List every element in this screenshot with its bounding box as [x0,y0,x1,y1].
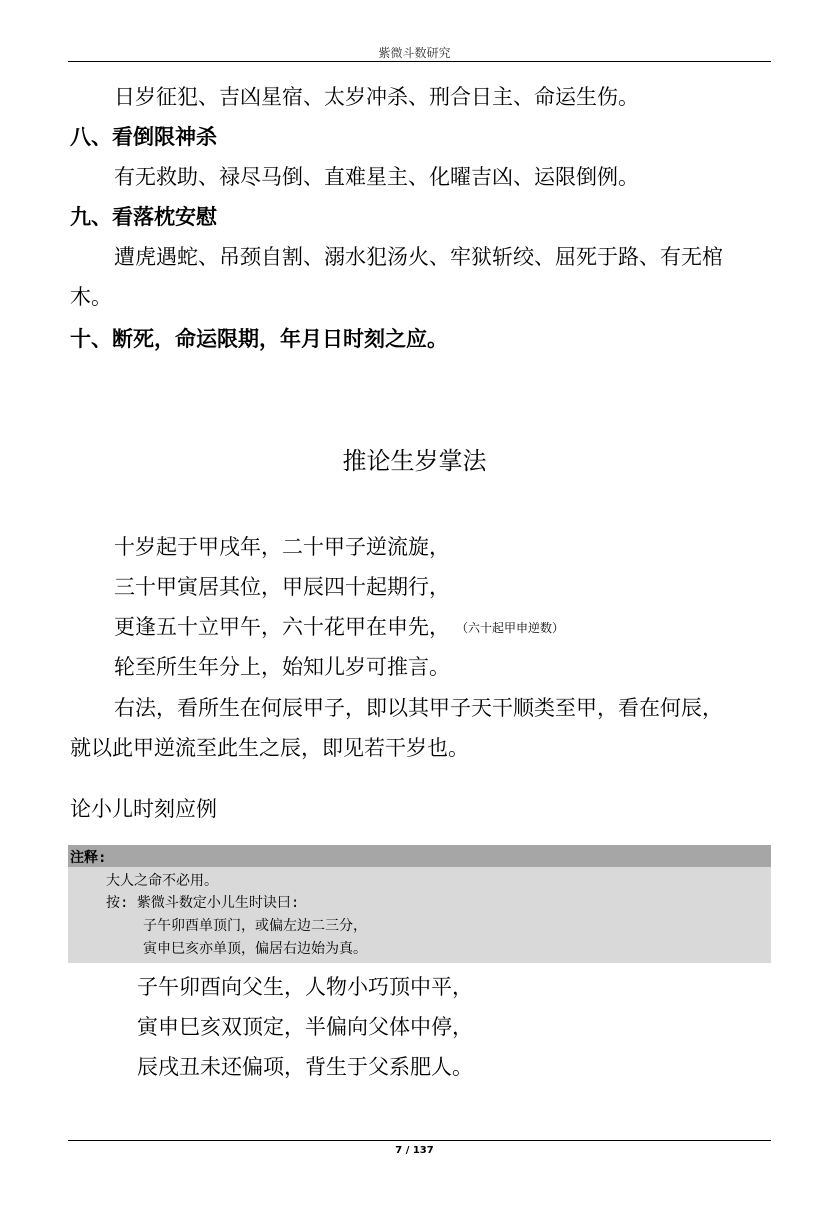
list-heading-9: 九、看落枕安慰 [70,205,217,229]
annotation-label: 注释: [70,850,107,866]
verse-line: 十岁起于甲戌年，二十甲子逆流旋， [114,535,450,559]
section-title: 推论生岁掌法 [342,447,487,475]
verse-line: 寅申巳亥双顶定，半偏向父体中停， [137,1015,473,1039]
header-rule [68,61,771,62]
verse-line [114,614,564,641]
annotation-header [68,845,771,867]
running-header: 紫微斗数研究 [378,46,451,60]
annotation-line: 大人之命不必用。 [106,873,218,889]
annotation-line: 按: 紫微斗数定小儿生时诀曰: [106,895,300,911]
body-line: 木。 [70,285,112,309]
footer-rule [68,1140,771,1141]
explanation-line: 就以此甲逆流至此生之辰，即见若干岁也。 [70,736,469,760]
annotation-box [68,845,771,963]
verse-line: 三十甲寅居其位，甲辰四十起期行， [114,575,450,599]
subsection-title: 论小儿时刻应例 [70,797,217,821]
verse-text: 更逢五十立甲午，六十花甲在申先， [114,615,450,639]
verse-line: 辰戌丑未还偏项，背生于父系肥人。 [137,1055,473,1079]
annotation-line: 子午卯酉单顶门，或偏左边二三分， [143,918,367,934]
page-number: 7 / 137 [395,1145,434,1156]
verse-line: 子午卯酉向父生，人物小巧顶中平， [137,975,473,999]
verse-note: （六十起甲申逆数） [462,621,565,635]
body-line: 有无救助、禄尽马倒、直难星主、化曜吉凶、运限倒例。 [114,165,639,189]
annotation-line: 寅申巳亥亦单顶，偏居右边始为真。 [143,941,367,957]
list-heading-8: 八、看倒限神杀 [70,125,217,149]
explanation-line: 右法，看所生在何辰甲子，即以其甲子天干顺类至甲，看在何辰， [114,696,723,720]
body-line: 遭虎遇蛇、吊颈自割、溺水犯汤火、牢狱斩绞、屈死于路、有无棺 [114,245,723,269]
verse-line: 轮至所生年分上，始知儿岁可推言。 [114,655,450,679]
list-heading-10: 十、断死，命运限期，年月日时刻之应。 [70,327,448,351]
body-line: 日岁征犯、吉凶星宿、太岁冲杀、刑合日主、命运生伤。 [114,85,639,109]
